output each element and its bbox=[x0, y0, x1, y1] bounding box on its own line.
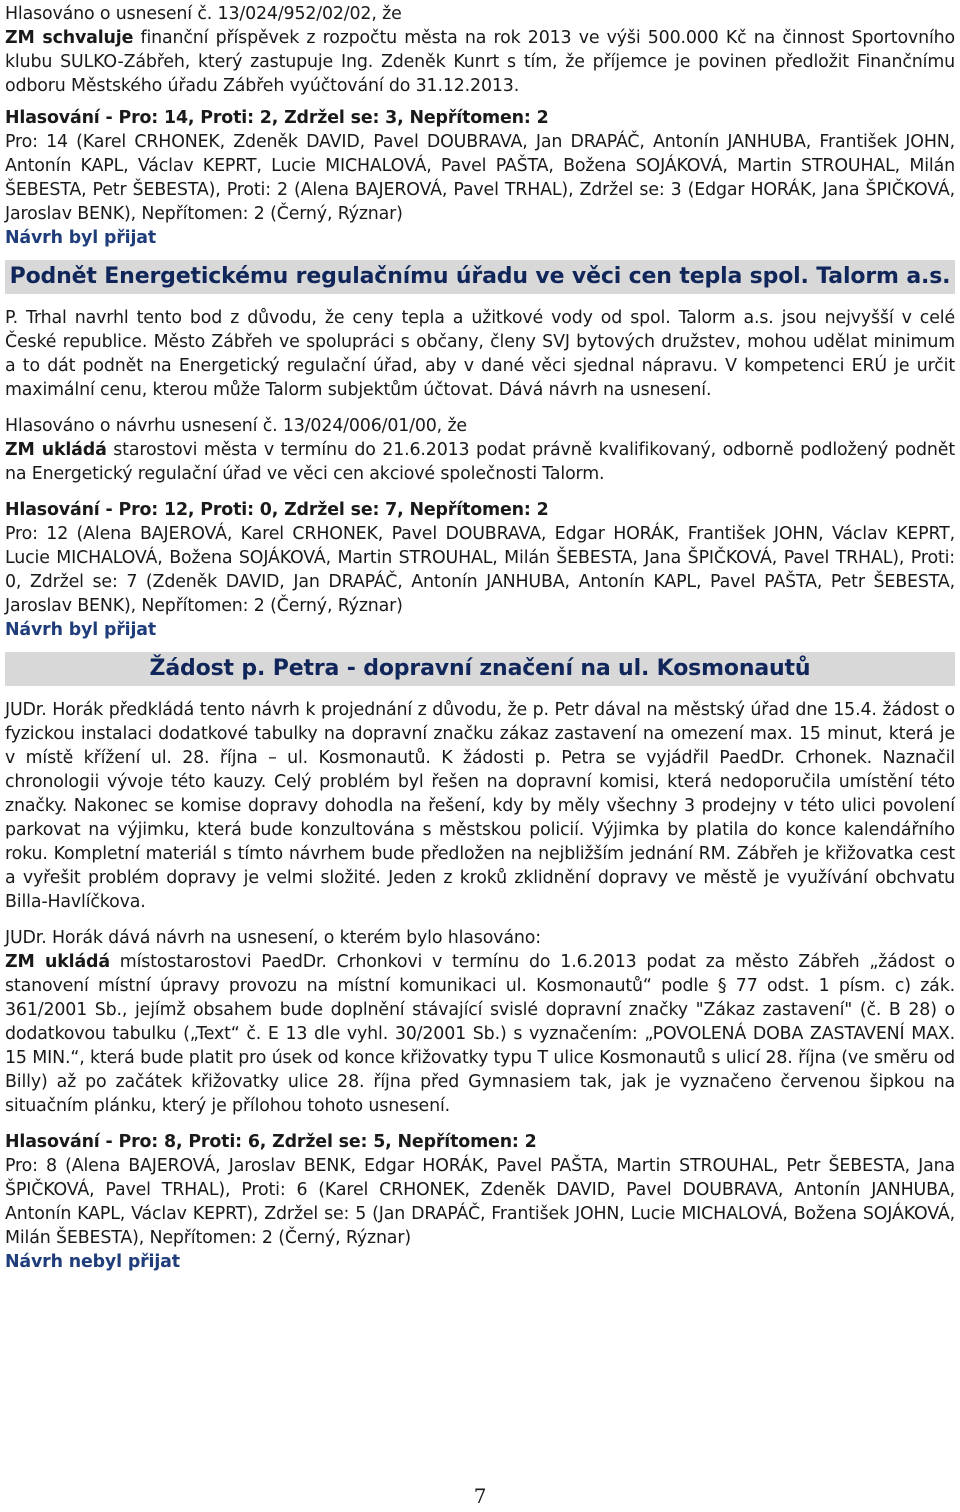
vote-result: Návrh nebyl přijat bbox=[5, 1252, 180, 1272]
vote-header: Hlasování - Pro: 8, Proti: 6, Zdržel se: 5, Nepřítomen: 2 bbox=[5, 1132, 537, 1152]
decision-text: starostovi města v termínu do 21.6.2013 podat právně kvalifikovaný, odborně podložený podnět na Energetický regulační úřad ve věci cen akciové společnosti Talorm. bbox=[5, 440, 955, 484]
resolution-text bbox=[5, 438, 955, 486]
document-page bbox=[5, 2, 955, 1274]
decision-verb: ZM schvaluje bbox=[5, 28, 134, 48]
page-number: 7 bbox=[473, 1484, 487, 1508]
resolution-text bbox=[5, 26, 955, 98]
section-paragraph: P. Trhal navrhl tento bod z důvodu, že ceny tepla a užitkové vody od spol. Talorm a.s. jsou nejvyšší v celé České republice. Město Zábřeh ve spolupráci s občany, členy SVJ bytových družstev, mohou udělat minimum a to dát podnět na Energetický regulační úřad, aby v dané věci sjednal nápravu. V kompetenci ERÚ je určit maximální cenu, kterou může Talorm subjektům účtovat. Dává návrh na usnesení. bbox=[5, 308, 955, 400]
section-heading: Podnět Energetickému regulačnímu úřadu ve věci cen tepla spol. Talorm a.s. bbox=[5, 260, 955, 294]
vote-detail: Pro: 14 (Karel CRHONEK, Zdeněk DAVID, Pavel DOUBRAVA, Jan DRAPÁČ, Antonín JANHUBA, František JOHN, Antonín KAPL, Václav KEPRT, Lucie MICHALOVÁ, Pavel PAŠTA, Božena SOJÁKOVÁ, Martin STROUHAL, Milán ŠEBESTA, Petr ŠEBESTA), Proti: 2 (Alena BAJEROVÁ, Pavel TRHAL), Zdržel se: 3 (Edgar HORÁK, Jana ŠPIČKOVÁ, Jaroslav BENK), Nepřítomen: 2 (Černý, Rýznar) bbox=[5, 132, 955, 224]
vote-detail: Pro: 12 (Alena BAJEROVÁ, Karel CRHONEK, Pavel DOUBRAVA, Edgar HORÁK, František JOHN, Václav KEPRT, Lucie MICHALOVÁ, Božena SOJÁKOVÁ, Martin STROUHAL, Milán ŠEBESTA, Jana ŠPIČKOVÁ, Pavel TRHAL), Proti: 0, Zdržel se: 7 (Zdeněk DAVID, Jan DRAPÁČ, Antonín JANHUBA, Antonín KAPL, Pavel PAŠTA, Petr ŠEBESTA, Jaroslav BENK), Nepřítomen: 2 (Černý, Rýznar) bbox=[5, 524, 955, 616]
section-paragraph: JUDr. Horák předkládá tento návrh k projednání z důvodu, že p. Petr dával na městský úřad dne 15.4. žádost o fyzickou instalaci dodatkové tabulky na dopravní značku zákaz zastavení na omezení max. 15 minut, která je v místě křížení ul. 28. října – ul. Kosmonautů. K žádosti p. Petra se vyjádřil PaedDr. Crhonek. Naznačil chronologii vývoje této kauzy. Celý problém byl řešen na dopravní komisi, která nedoporučila umístění této značky. Nakonec se komise dopravy dohodla na řešení, kdy by měly všechny 3 prodejny v této ulici povolení parkovat na výjimku, která bude konzultována s městskou policií. Výjimka by platila do konce kalendářního roku. Kompletní materiál s tímto návrhem bude předložen na nejbližším jednání RM. Zábřeh je křižovatka cest a vyřešit problém dopravy je velmi složité. Jeden z kroků zklidnění dopravy ve městě je využívání obchvatu Billa-Havlíčkova. bbox=[5, 700, 955, 912]
resolution-text bbox=[5, 950, 955, 1118]
decision-verb: ZM ukládá bbox=[5, 440, 107, 460]
vote-header: Hlasování - Pro: 14, Proti: 2, Zdržel se: 3, Nepřítomen: 2 bbox=[5, 108, 549, 128]
resolution-intro: Hlasováno o návrhu usnesení č. 13/024/006/01/00, že bbox=[5, 416, 467, 436]
section-heading: Žádost p. Petra - dopravní značení na ul. Kosmonautů bbox=[5, 652, 955, 686]
decision-text: finanční příspěvek z rozpočtu města na rok 2013 ve výši 500.000 Kč na činnost Sportovního klubu SULKO-Zábřeh, který zastupuje Ing. Zdeněk Kunrt s tím, že příjemce je povinen předložit Finančnímu odboru Městského úřadu Zábřeh vyúčtování do 31.12.2013. bbox=[5, 28, 955, 96]
resolution-intro: Hlasováno o usnesení č. 13/024/952/02/02, že bbox=[5, 4, 402, 24]
vote-detail: Pro: 8 (Alena BAJEROVÁ, Jaroslav BENK, Edgar HORÁK, Pavel PAŠTA, Martin STROUHAL, Petr ŠEBESTA, Jana ŠPIČKOVÁ, Pavel TRHAL), Proti: 6 (Karel CRHONEK, Zdeněk DAVID, Pavel DOUBRAVA, Antonín JANHUBA, Antonín KAPL, Václav KEPRT), Zdržel se: 5 (Jan DRAPÁČ, František JOHN, Lucie MICHALOVÁ, Božena SOJÁKOVÁ, Milán ŠEBESTA), Nepřítomen: 2 (Černý, Rýznar) bbox=[5, 1156, 955, 1248]
vote-header: Hlasování - Pro: 12, Proti: 0, Zdržel se: 7, Nepřítomen: 2 bbox=[5, 500, 549, 520]
resolution-intro: JUDr. Horák dává návrh na usnesení, o kterém bylo hlasováno: bbox=[5, 928, 541, 948]
decision-verb: ZM ukládá bbox=[5, 952, 110, 972]
decision-text: místostarostovi PaedDr. Crhonkovi v termínu do 1.6.2013 podat za město Zábřeh „žádost o stanovení místní úpravy provozu na místní komunikaci ul. Kosmonautů“ podle § 77 odst. 1 písm. c) zák. 361/2001 Sb., jejímž obsahem bude doplnění stávající svislé dopravní značky "Zákaz zastavení" (č. B 28) o dodatkovou tabulku („Text“ č. E 13 dle vyhl. 30/2001 Sb.) s vyznačením: „POVOLENÁ DOBA ZASTAVENÍ MAX. 15 MIN.“, která bude platit pro úsek od konce křižovatky typu T ulice Kosmonautů s ulicí 28. října (ve směru od Billy) až po začátek křižovatky ulice 28. října před Gymnasiem tak, jak je vyznačeno červenou šipkou na situačním plánku, který je přílohou tohoto usnesení. bbox=[5, 952, 955, 1116]
vote-result: Návrh byl přijat bbox=[5, 228, 157, 248]
vote-result: Návrh byl přijat bbox=[5, 620, 157, 640]
